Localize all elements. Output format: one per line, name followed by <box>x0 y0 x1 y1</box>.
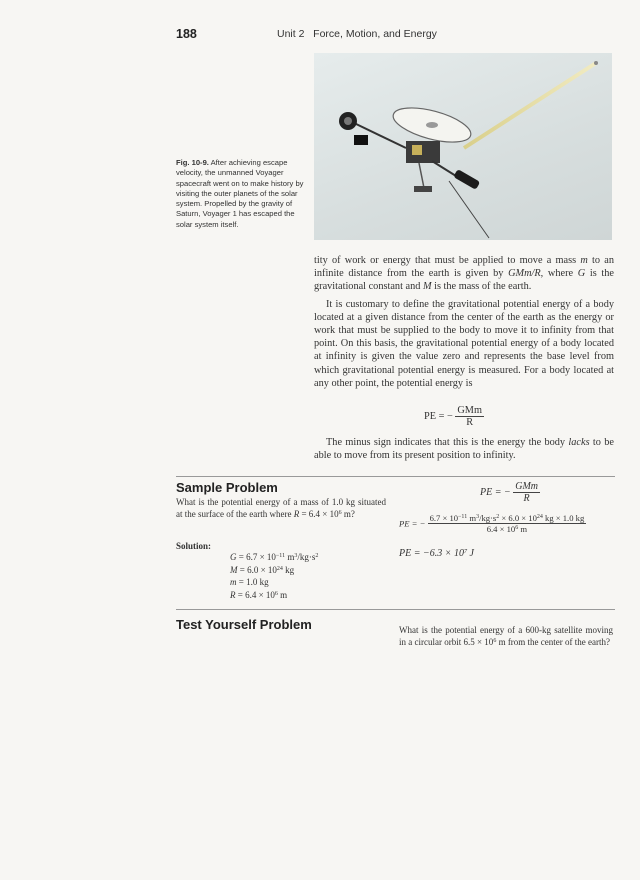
text-run: to be able to move from its present position to infinity. <box>314 437 614 462</box>
unit-title: Unit 2 Force, Motion, and Energy <box>277 28 437 40</box>
given-value: = 1.0 kg <box>236 577 269 587</box>
text-run: 6.7 × 10 <box>429 513 459 523</box>
given-unit-exponent: 2 <box>315 553 319 559</box>
equation-numerator <box>428 513 587 524</box>
text-run: kg × 1.0 kg <box>542 513 585 523</box>
given-unit: /kg·s <box>297 552 316 562</box>
text-run: The minus sign indicates that this is the energy the body <box>326 437 569 448</box>
figure-caption <box>176 158 306 230</box>
text-run: 6 <box>493 637 497 644</box>
text-run: J <box>466 548 474 559</box>
text-run: is the mass of the earth. <box>431 281 532 293</box>
given-unit: m <box>277 589 288 600</box>
text-run: m from the center of the earth? <box>496 636 611 647</box>
text-run: G <box>577 268 586 280</box>
equation-numerator: GMm <box>515 481 538 492</box>
voyager-photo <box>314 53 612 240</box>
page-number: 188 <box>176 27 197 41</box>
given-value: = 6.0 × 10 <box>237 564 277 575</box>
text-run: = 6.4 × 10 <box>299 508 339 519</box>
equation-denominator: R <box>523 493 530 504</box>
text-run: × 6.0 × 10 <box>499 513 537 523</box>
text-run: lacks <box>568 437 590 448</box>
given-unit-exponent: 3 <box>294 553 298 559</box>
solution-equation-1 <box>480 481 540 504</box>
paragraph-1 <box>314 254 614 294</box>
text-run: m <box>467 513 477 523</box>
given-symbol: G <box>230 552 237 562</box>
text-run: 2 <box>496 514 500 520</box>
given-symbol: M <box>230 564 238 575</box>
figure-label: Fig. 10-9. <box>176 158 209 167</box>
section-divider <box>176 476 615 477</box>
text-run: What is the potential energy of a 600-kg satellite moving in a circular orbit 6.5 × 10 <box>399 625 613 647</box>
text-run: tity of work or energy that must be applied to move a mass <box>314 255 581 266</box>
text-run: 6 <box>338 509 342 516</box>
equation-numerator: GMm <box>457 405 482 416</box>
text-run: GMm/R, <box>508 268 544 280</box>
equation-lhs: PE = − <box>424 411 453 422</box>
given-exponent: −11 <box>275 553 286 559</box>
text-run: m <box>580 255 588 266</box>
solution-equation-2 <box>399 513 586 534</box>
text-run: m <box>518 524 528 534</box>
text-run: 6.4 × 10 <box>486 524 516 534</box>
text-run: /kg·s <box>479 513 497 523</box>
figure-caption-text: After achieving escape velocity, the unmanned Voyager spacecraft went on to make history by visiting the outer planets of the solar system. Propelled by the gravity of Saturn, Voyager 1 has escaped the solar system itself. <box>176 158 304 229</box>
given-exponent: 24 <box>276 565 283 572</box>
text-run: 3 <box>476 514 480 520</box>
given-value: = 6.7 × 10 <box>236 552 276 562</box>
potential-energy-equation <box>424 405 484 428</box>
test-yourself-question <box>399 625 613 648</box>
section-divider <box>176 609 615 610</box>
voyager-spacecraft-image <box>314 53 612 240</box>
body-text <box>314 254 614 390</box>
given-row <box>230 589 318 602</box>
equation-denominator <box>428 524 587 534</box>
given-values <box>230 551 318 601</box>
equation-denominator: R <box>466 417 474 428</box>
text-run: 6 <box>515 525 519 531</box>
given-unit: kg <box>282 564 295 575</box>
given-unit: m <box>285 552 295 562</box>
given-row <box>230 576 318 589</box>
text-run: −11 <box>458 514 468 520</box>
text-run: PE = −6.3 × 10 <box>399 548 464 559</box>
given-symbol: R <box>230 589 236 600</box>
solution-result <box>399 548 474 559</box>
text-run: 24 <box>536 514 543 520</box>
given-symbol: m <box>230 577 237 587</box>
text-run: m? <box>341 508 355 519</box>
given-row <box>230 551 318 564</box>
paragraph-2: It is customary to define the gravitational potential energy of a body located at a given distance from the center of the earth as the energy or work that must be supplied to the body to move it to infinity from that point. On this basis, the gravitational potential energy of a body located at infinity is given the value zero and represents the base level from which gravitational potential energy is measured. For a body located at any other point, the potential energy is <box>314 298 614 389</box>
sample-problem-question <box>176 497 386 520</box>
given-row <box>230 564 318 577</box>
given-exponent: 6 <box>274 590 278 597</box>
solution-label: Solution: <box>176 541 212 551</box>
paragraph-3 <box>314 436 614 462</box>
text-run: R <box>293 508 300 519</box>
text-run: What is the potential energy of a mass of 1.0 kg situated at the surface of the earth where <box>176 497 386 519</box>
sample-problem-heading: Sample Problem <box>176 480 278 495</box>
equation-lhs: PE = − <box>399 518 426 529</box>
given-value: = 6.4 × 10 <box>235 589 275 600</box>
equation-lhs: PE = − <box>480 487 511 498</box>
text-run: 7 <box>463 549 467 555</box>
text-run: M <box>422 281 432 293</box>
text-run: is the gravitational constant and <box>314 268 614 293</box>
test-yourself-heading: Test Yourself Problem <box>176 617 312 632</box>
text-run: where <box>543 268 578 280</box>
text-run: to an infinite distance from the earth is given by <box>314 255 614 280</box>
